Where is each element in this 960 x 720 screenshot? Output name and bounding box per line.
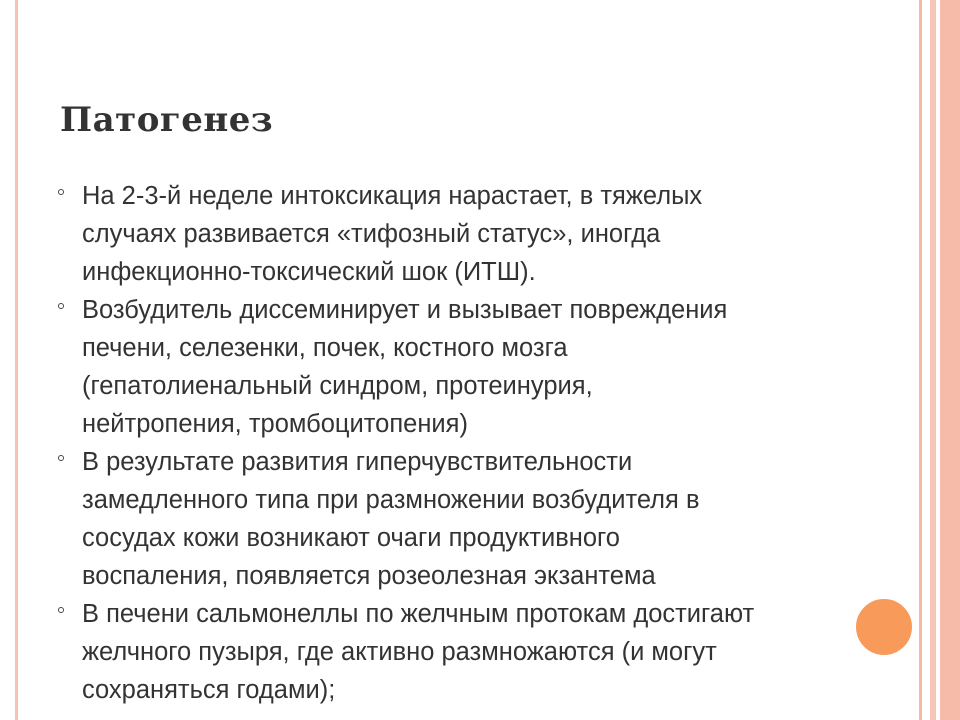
bullet-line: В печени сальмонеллы по желчным протокам достигают <box>82 600 755 628</box>
right-stripe-thin <box>919 0 922 720</box>
slide-title: Патогенез <box>60 100 274 140</box>
bullet-line: В результате развития гиперчувствительности <box>82 448 633 476</box>
bullet-line: сосудах кожи возникают очаги продуктивного <box>82 524 620 552</box>
orange-circle-decoration <box>854 597 914 657</box>
bullet-line: замедленного типа при размножении возбудителя в <box>82 486 700 514</box>
ring-bullet-icon <box>58 607 64 613</box>
bullet-line: случаях развивается «тифозный статус», иногда <box>82 220 661 248</box>
bullet-item <box>58 443 858 595</box>
bullet-line: (гепатолиенальный синдром, протеинурия, <box>82 372 593 400</box>
bullet-item <box>58 595 858 709</box>
bullet-item <box>58 291 858 443</box>
bullet-line: печени, селезенки, почек, костного мозга <box>82 334 568 362</box>
bullet-line: нейтропения, тромбоцитопения) <box>82 410 468 438</box>
bullet-line: сохраняться годами); <box>82 676 336 704</box>
bullet-line: воспаления, появляется розеолезная экзантема <box>82 562 656 590</box>
right-stripe-wide <box>940 0 960 720</box>
left-border-line <box>15 0 18 720</box>
bullet-line: желчного пузыря, где активно размножаются (и могут <box>82 638 717 666</box>
bullet-line: Возбудитель диссеминирует и вызывает повреждения <box>82 296 728 324</box>
ring-bullet-icon <box>58 189 64 195</box>
bullet-item <box>58 177 858 291</box>
bullet-line: инфекционно-токсический шок (ИТШ). <box>82 258 536 286</box>
ring-bullet-icon <box>58 455 64 461</box>
bullet-line: На 2-3-й неделе интоксикация нарастает, в тяжелых <box>82 182 703 210</box>
right-stripe-medium <box>930 0 936 720</box>
ring-bullet-icon <box>58 303 64 309</box>
bullet-list <box>58 177 858 709</box>
